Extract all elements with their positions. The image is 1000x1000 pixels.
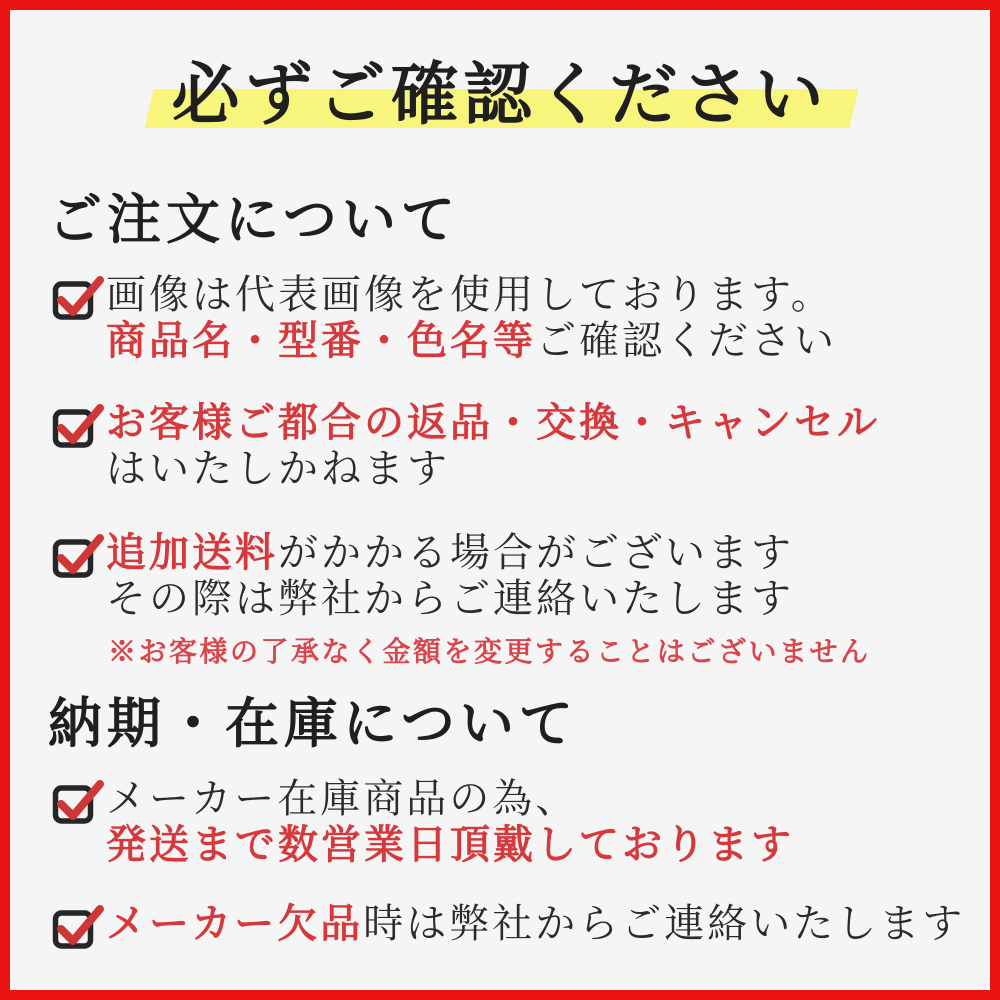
notice-line (106, 901, 965, 947)
notice-line (106, 822, 794, 868)
checkbox-checked-icon (52, 273, 104, 321)
notice-segment: メーカー在庫商品の為、 (106, 775, 579, 822)
section-heading-stock: 納期・在庫について (48, 690, 578, 755)
checkbox-checked-icon (52, 777, 104, 825)
notice-line (106, 530, 871, 576)
title-row (10, 56, 990, 134)
checkbox-checked-icon (52, 401, 104, 449)
notice-segment-red: 商品名・型番・色名等 (106, 316, 536, 364)
notice-segment-red: メーカー欠品 (106, 899, 364, 947)
notice-segment: その際は弊社からご連絡いたします (106, 575, 794, 622)
notice-item-text (106, 530, 871, 669)
notice-segment-red: 発送まで数営業日頂戴しております (106, 820, 794, 868)
notice-segment: はいたしかねます (106, 445, 450, 492)
notice-segment: がかかる場合がございます (278, 529, 794, 576)
notice-line (106, 272, 837, 318)
notice-item-text (106, 272, 837, 364)
note-text: ※お客様の了承なく金額を変更することはございません (108, 634, 871, 668)
notice-item (48, 272, 966, 364)
notice-line (106, 318, 837, 364)
notice-segment: 時は弊社からご連絡いたします (363, 900, 966, 947)
page-title-text: 必ずご確認ください (171, 55, 829, 135)
checkbox-checked-icon (52, 531, 104, 579)
notice-item (48, 400, 966, 492)
notice-content (10, 187, 990, 950)
notice-line (106, 576, 871, 622)
notice-item-text (106, 776, 794, 868)
notice-item-text (106, 901, 965, 947)
notice-item (48, 530, 966, 669)
notice-line (106, 446, 880, 492)
notice-item (48, 901, 966, 950)
section-heading-order: ご注文について (48, 187, 460, 252)
notice-line (106, 400, 880, 446)
checkbox-checked-icon (52, 902, 104, 950)
notice-segment-red: お客様ご都合の返品・交換・キャンセル (106, 398, 880, 446)
notice-segment: 画像は代表画像を使用しております。 (106, 271, 834, 318)
page-title (171, 56, 828, 134)
notice-segment: ご確認ください (536, 317, 837, 364)
notice-item-text (106, 400, 880, 492)
notice-item (48, 776, 966, 868)
notice-line (106, 776, 794, 822)
notice-segment-red: 追加送料 (106, 528, 278, 576)
